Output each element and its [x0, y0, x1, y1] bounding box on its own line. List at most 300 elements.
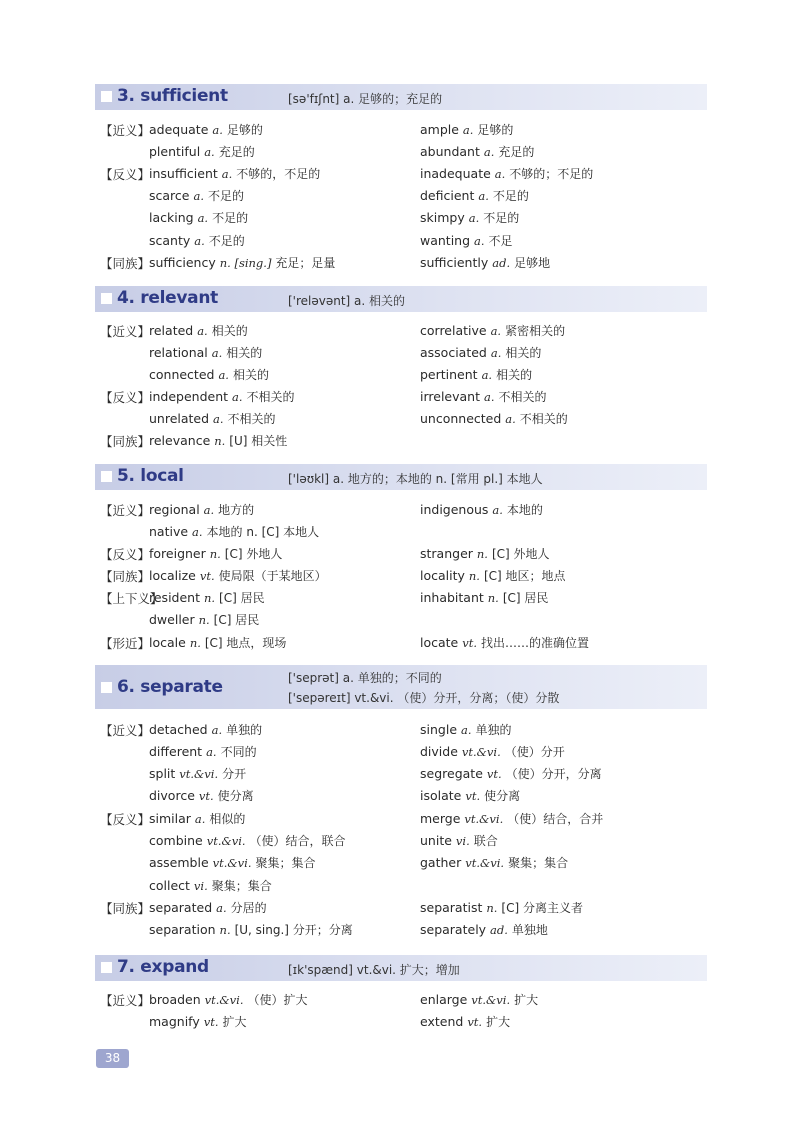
part-of-speech: a. [197, 324, 208, 338]
word: lacking [149, 210, 194, 225]
right-entry [420, 743, 565, 760]
word: separately [420, 922, 487, 937]
relation-tag: 【近义】 [100, 993, 151, 1008]
word-row [100, 322, 720, 342]
part-of-speech: a. [490, 346, 502, 360]
part-of-speech: vi. [193, 879, 208, 893]
relation-tag: 【同族】 [100, 434, 151, 449]
gloss: 充足；足量 [275, 256, 336, 270]
headword-definition: ['seprət] a. 单独的；不同的 [288, 671, 442, 685]
part-of-speech: vt.&vi. [465, 856, 505, 870]
gloss: 扩大 [222, 1015, 247, 1029]
part-of-speech: vt.&vi. [461, 745, 501, 759]
word-row [100, 877, 720, 897]
word-row [100, 209, 720, 229]
word: magnify [149, 1014, 200, 1029]
word: irrelevant [420, 389, 480, 404]
part-of-speech: a. [478, 189, 489, 203]
word: detached [149, 722, 208, 737]
part-of-speech: a. [494, 167, 506, 181]
part-of-speech: a. [483, 145, 495, 159]
left-entry [149, 410, 276, 427]
word-row [100, 121, 720, 141]
gloss: [C] 居民 [219, 591, 265, 605]
part-of-speech: a. [492, 503, 503, 517]
gloss: 不足的 [483, 211, 520, 225]
gloss: 足够的 [226, 123, 263, 137]
word: locale [149, 635, 186, 650]
word-row [100, 432, 720, 452]
square-bullet-icon [101, 471, 112, 482]
word-row [100, 765, 720, 785]
word: separation [149, 922, 216, 937]
word-row [100, 344, 720, 364]
word: abundant [420, 144, 480, 159]
word: split [149, 766, 176, 781]
relation-tag: 【形近】 [100, 636, 151, 651]
headword: 5. local [117, 466, 184, 486]
gloss: 使分离 [484, 789, 521, 803]
gloss: [C] 地点，现场 [204, 636, 287, 650]
gloss: （使）结合，联合 [249, 834, 346, 848]
left-entry [149, 209, 248, 226]
right-entry [420, 854, 568, 871]
gloss: [U, sing.] 分开；分离 [234, 923, 353, 937]
part-of-speech: a. [194, 812, 206, 826]
relation-tag: 【近义】 [100, 503, 151, 518]
gloss: 相关的 [232, 368, 269, 382]
part-of-speech: a. [206, 745, 217, 759]
word: associated [420, 345, 487, 360]
part-of-speech: n. [189, 636, 201, 650]
word: segregate [420, 766, 483, 781]
word-row [100, 165, 720, 185]
word: adequate [149, 122, 209, 137]
word: dweller [149, 612, 195, 627]
right-entry [420, 388, 547, 405]
relation-tag: 【上下义】 [100, 591, 163, 606]
word: relational [149, 345, 208, 360]
left-entry [149, 921, 353, 938]
right-entry [420, 344, 541, 361]
word: gather [420, 855, 462, 870]
part-of-speech: a. [462, 123, 474, 137]
left-entry [149, 810, 245, 827]
entry-header [95, 84, 707, 110]
part-of-speech: n. [476, 547, 488, 561]
right-entry [420, 765, 602, 782]
gloss: 找出……的准确位置 [481, 636, 590, 650]
left-entry [149, 254, 335, 271]
word-row [100, 501, 720, 521]
square-bullet-icon [101, 682, 112, 693]
part-of-speech: a. [474, 234, 485, 248]
part-of-speech: n. [209, 547, 221, 561]
right-entry [420, 787, 520, 804]
word: divide [420, 744, 458, 759]
gloss: [C] 居民 [502, 591, 549, 605]
entry-header [95, 286, 707, 312]
word-row [100, 567, 720, 587]
part-of-speech: vi. [455, 834, 470, 848]
gloss: 不相关的 [519, 412, 568, 426]
right-entry [420, 810, 603, 827]
word-row [100, 523, 720, 543]
right-entry [420, 143, 534, 160]
gloss: 不相关的 [246, 390, 295, 404]
left-entry [149, 322, 248, 339]
word: separatist [420, 900, 483, 915]
word-row [100, 787, 720, 807]
part-of-speech: n. [486, 901, 498, 915]
gloss: 不足的 [212, 211, 249, 225]
part-of-speech: n. [sing.] [219, 256, 272, 270]
part-of-speech: vt. [486, 767, 502, 781]
part-of-speech: vt. [203, 1015, 219, 1029]
part-of-speech: n. [487, 591, 499, 605]
right-entry [420, 921, 548, 938]
relation-tag: 【反义】 [100, 547, 151, 562]
word: sufficiently [420, 255, 489, 270]
left-entry [149, 991, 307, 1008]
gloss: 不足的 [492, 189, 529, 203]
word: merge [420, 811, 461, 826]
word-row [100, 991, 720, 1011]
left-entry [149, 432, 287, 449]
gloss: 充足的 [218, 145, 255, 159]
gloss: 单独的 [475, 723, 512, 737]
right-entry [420, 165, 593, 182]
relation-tag: 【反义】 [100, 167, 151, 182]
word-row [100, 721, 720, 741]
right-entry [420, 1013, 510, 1030]
word: unrelated [149, 411, 210, 426]
word: scarce [149, 188, 190, 203]
left-entry [149, 877, 272, 894]
word: foreigner [149, 546, 206, 561]
part-of-speech: vt.&vi. [471, 993, 511, 1007]
right-entry [420, 501, 543, 518]
left-entry [149, 366, 269, 383]
word: collect [149, 878, 190, 893]
gloss: 不够的，不足的 [236, 167, 321, 181]
right-entry [420, 832, 498, 849]
left-entry [149, 388, 295, 405]
left-entry [149, 121, 263, 138]
part-of-speech: a. [194, 234, 205, 248]
gloss: 聚集；集合 [508, 856, 569, 870]
left-entry [149, 1013, 247, 1030]
left-entry [149, 743, 257, 760]
right-entry [420, 634, 589, 651]
word-row [100, 743, 720, 763]
headword-definition-verb: ['sepəreɪt] vt.&vi. （使）分开，分离；（使）分散 [288, 691, 560, 705]
part-of-speech: a. [468, 211, 480, 225]
word-row [100, 854, 720, 874]
page-number-badge: 38 [96, 1049, 129, 1068]
gloss: 联合 [473, 834, 498, 848]
gloss: 相关的 [496, 368, 533, 382]
word-row [100, 1013, 720, 1033]
part-of-speech: a. [204, 145, 215, 159]
entry-header [95, 464, 707, 490]
left-entry [149, 721, 262, 738]
headword-definition: [ɪk'spænd] vt.&vi. 扩大；增加 [288, 963, 460, 977]
right-entry [420, 567, 566, 584]
word: related [149, 323, 194, 338]
part-of-speech: vt.&vi. [204, 993, 244, 1007]
word-row [100, 832, 720, 852]
word: divorce [149, 788, 195, 803]
gloss: 本地的 n. [C] 本地人 [206, 525, 320, 539]
word: locate [420, 635, 459, 650]
gloss: [C] 外地人 [224, 547, 283, 561]
word: scanty [149, 233, 191, 248]
left-entry [149, 165, 320, 182]
part-of-speech: a. [203, 503, 215, 517]
square-bullet-icon [101, 91, 112, 102]
left-entry [149, 143, 255, 160]
gloss: 相似的 [209, 812, 246, 826]
right-entry [420, 121, 513, 138]
word: stranger [420, 546, 473, 561]
word: relevance [149, 433, 211, 448]
gloss: 足够地 [514, 256, 551, 270]
left-entry [149, 634, 286, 651]
relation-tag: 【同族】 [100, 901, 151, 916]
entry-header [95, 665, 707, 709]
gloss: [U] 相关性 [229, 434, 288, 448]
relation-tag: 【反义】 [100, 390, 151, 405]
gloss: 不足的 [208, 234, 245, 248]
part-of-speech: vt.&vi. [464, 812, 504, 826]
word: extend [420, 1014, 464, 1029]
right-entry [420, 991, 538, 1008]
word: insufficient [149, 166, 218, 181]
relation-tag: 【近义】 [100, 723, 151, 738]
word-row [100, 388, 720, 408]
word-row [100, 589, 720, 609]
left-entry [149, 787, 254, 804]
part-of-speech: vt. [199, 569, 215, 583]
part-of-speech: a. [221, 167, 233, 181]
right-entry [420, 254, 550, 271]
part-of-speech: a. [218, 368, 229, 382]
part-of-speech: vt. [465, 789, 481, 803]
gloss: [C] 地区；地点 [483, 569, 566, 583]
word: connected [149, 367, 215, 382]
part-of-speech: a. [213, 412, 224, 426]
word: similar [149, 811, 191, 826]
gloss: 使局限（于某地区） [218, 569, 327, 583]
headword-definition: ['reləvənt] a. 相关的 [288, 294, 406, 308]
headword: 4. relevant [117, 288, 218, 308]
word: ample [420, 122, 459, 137]
part-of-speech: vt. [198, 789, 214, 803]
word-row [100, 634, 720, 654]
word-row [100, 899, 720, 919]
left-entry [149, 523, 319, 540]
part-of-speech: a. [212, 123, 223, 137]
gloss: 足够的 [477, 123, 514, 137]
headword: 3. sufficient [117, 86, 228, 106]
part-of-speech: n. [198, 613, 210, 627]
word: indigenous [420, 502, 489, 517]
part-of-speech: vt.&vi. [179, 767, 219, 781]
word: separated [149, 900, 213, 915]
right-entry [420, 209, 519, 226]
gloss: （使）扩大 [247, 993, 308, 1007]
word-row [100, 921, 720, 941]
word: pertinent [420, 367, 478, 382]
word: unite [420, 833, 452, 848]
part-of-speech: vt.&vi. [206, 834, 246, 848]
gloss: （使）结合，合并 [507, 812, 604, 826]
headword: 6. separate [117, 677, 223, 697]
word-row [100, 611, 720, 631]
relation-tag: 【近义】 [100, 324, 151, 339]
word: enlarge [420, 992, 468, 1007]
left-entry [149, 899, 267, 916]
word: resident [149, 590, 200, 605]
part-of-speech: ad. [490, 923, 508, 937]
gloss: 不足的 [207, 189, 244, 203]
word: independent [149, 389, 229, 404]
left-entry [149, 832, 346, 849]
part-of-speech: a. [197, 211, 209, 225]
part-of-speech: a. [505, 412, 516, 426]
word: regional [149, 502, 200, 517]
word: localize [149, 568, 196, 583]
part-of-speech: a. [490, 324, 502, 338]
word: assemble [149, 855, 209, 870]
gloss: 不相关的 [498, 390, 547, 404]
gloss: 相关的 [211, 324, 248, 338]
word: native [149, 524, 189, 539]
gloss: 相关的 [226, 346, 263, 360]
part-of-speech: a. [211, 346, 223, 360]
part-of-speech: a. [193, 189, 204, 203]
relation-tag: 【同族】 [100, 256, 151, 271]
left-entry [149, 567, 327, 584]
right-entry [420, 232, 513, 249]
right-entry [420, 721, 512, 738]
gloss: （使）分开，分离 [505, 767, 602, 781]
gloss: 扩大 [514, 993, 539, 1007]
word: sufficiency [149, 255, 216, 270]
right-entry [420, 589, 548, 606]
word-row [100, 143, 720, 163]
part-of-speech: a. [461, 723, 472, 737]
left-entry [149, 545, 282, 562]
headword-definition: ['ləʊkl] a. 地方的；本地的 n. [常用 pl.] 本地人 [288, 472, 543, 486]
left-entry [149, 765, 246, 782]
word: isolate [420, 788, 462, 803]
word-row [100, 410, 720, 430]
right-entry [420, 322, 565, 339]
gloss: （使）分开 [504, 745, 565, 759]
word-row [100, 545, 720, 565]
headword: 7. expand [117, 957, 209, 977]
gloss: 分开 [222, 767, 247, 781]
gloss: 不同的 [220, 745, 257, 759]
gloss: 地方的 [218, 503, 255, 517]
word: inhabitant [420, 590, 484, 605]
word: locality [420, 568, 465, 583]
part-of-speech: n. [219, 923, 231, 937]
right-entry [420, 187, 529, 204]
right-entry [420, 410, 568, 427]
gloss: 紧密相关的 [505, 324, 566, 338]
word: inadequate [420, 166, 491, 181]
gloss: 本地的 [506, 503, 543, 517]
part-of-speech: a. [232, 390, 243, 404]
word-row [100, 366, 720, 386]
right-entry [420, 366, 532, 383]
left-entry [149, 611, 259, 628]
word: combine [149, 833, 203, 848]
left-entry [149, 187, 244, 204]
gloss: [C] 外地人 [491, 547, 550, 561]
gloss: 聚集；集合 [255, 856, 316, 870]
relation-tag: 【近义】 [100, 123, 151, 138]
part-of-speech: a. [192, 525, 203, 539]
part-of-speech: vt. [467, 1015, 483, 1029]
word: wanting [420, 233, 471, 248]
word-row [100, 187, 720, 207]
square-bullet-icon [101, 962, 112, 973]
word: correlative [420, 323, 487, 338]
entry-header [95, 955, 707, 981]
gloss: 单独地 [511, 923, 548, 937]
word-row [100, 254, 720, 274]
gloss: 扩大 [486, 1015, 511, 1029]
part-of-speech: vt. [462, 636, 478, 650]
word: single [420, 722, 458, 737]
word: broaden [149, 992, 201, 1007]
right-entry [420, 545, 550, 562]
word: skimpy [420, 210, 465, 225]
relation-tag: 【同族】 [100, 569, 151, 584]
part-of-speech: a. [211, 723, 223, 737]
part-of-speech: a. [483, 390, 495, 404]
part-of-speech: a. [481, 368, 493, 382]
left-entry [149, 344, 262, 361]
part-of-speech: ad. [492, 256, 511, 270]
headword-definition: [sə'fɪʃnt] a. 足够的；充足的 [288, 92, 443, 106]
word: unconnected [420, 411, 502, 426]
left-entry [149, 854, 315, 871]
relation-tag: 【反义】 [100, 812, 151, 827]
left-entry [149, 501, 254, 518]
gloss: [C] 分离主义者 [501, 901, 583, 915]
word: different [149, 744, 203, 759]
part-of-speech: n. [468, 569, 480, 583]
part-of-speech: n. [203, 591, 216, 605]
gloss: 不相关的 [227, 412, 276, 426]
word-row [100, 232, 720, 252]
word: plentiful [149, 144, 201, 159]
gloss: 使分离 [217, 789, 254, 803]
gloss: 聚集；集合 [211, 879, 272, 893]
left-entry [149, 589, 265, 606]
gloss: 单独的 [226, 723, 263, 737]
square-bullet-icon [101, 293, 112, 304]
part-of-speech: a. [216, 901, 227, 915]
gloss: 分居的 [230, 901, 267, 915]
gloss: 不够的；不足的 [509, 167, 594, 181]
word: deficient [420, 188, 475, 203]
